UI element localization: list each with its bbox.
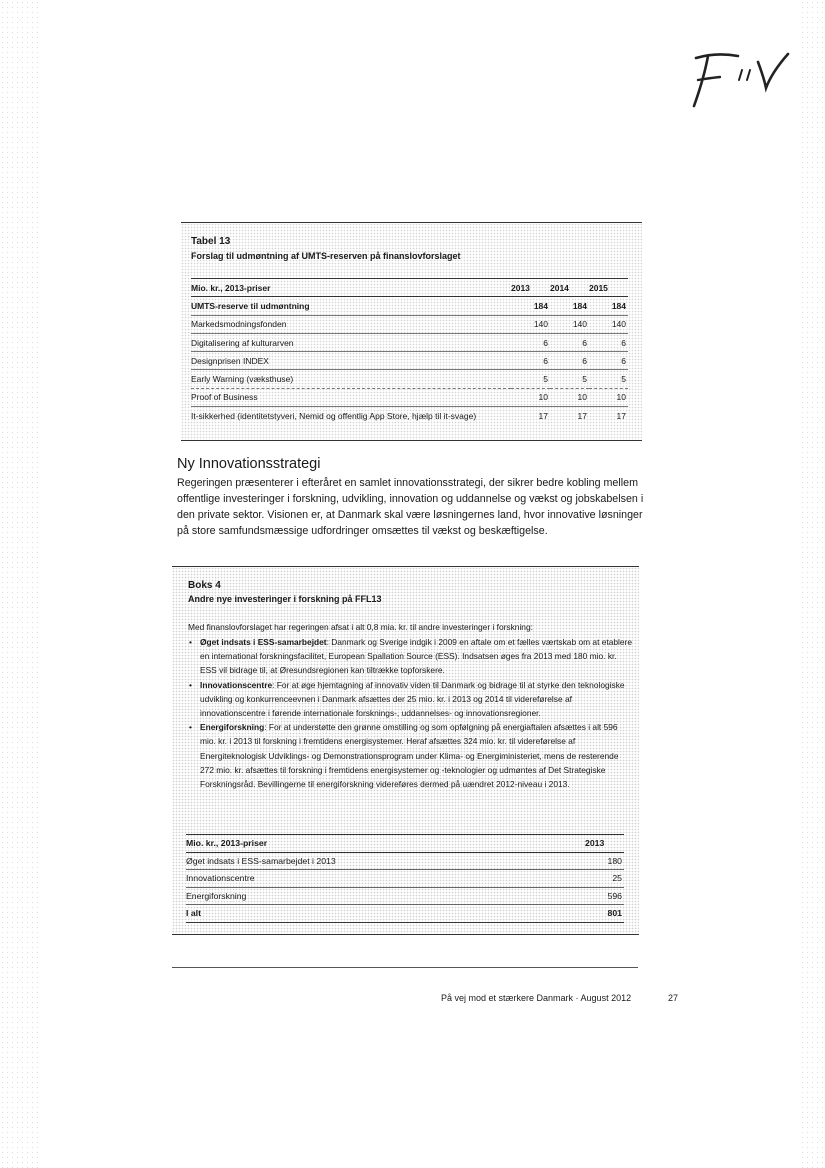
table-header-row xyxy=(191,279,628,297)
row-value: 180 xyxy=(607,855,622,866)
row-label: Øget indsats i ESS-samarbejdet i 2013 xyxy=(186,855,336,866)
row-label: UMTS-reserve til udmøntning xyxy=(191,300,310,311)
row-value: 6 xyxy=(621,355,626,366)
row-value: 184 xyxy=(611,300,626,311)
box-4-panel xyxy=(172,566,639,935)
box-table xyxy=(186,834,624,923)
row-label: Digitalisering af kulturarven xyxy=(191,337,294,348)
table-header-cell: 2013 xyxy=(585,838,605,849)
table-header-cell: 2015 xyxy=(589,282,608,293)
row-value: 140 xyxy=(611,319,626,330)
row-label: It-sikkerhed (identitetstyveri, Nemid og offentlig App Store, hjælp til it-svage) xyxy=(191,410,477,421)
row-value: 17 xyxy=(538,410,548,421)
bullet-icon: • xyxy=(189,637,192,647)
row-value: 6 xyxy=(582,337,587,348)
table-row xyxy=(191,297,628,315)
table-row xyxy=(191,407,628,425)
table-header-cell: 2014 xyxy=(550,282,569,293)
table-row xyxy=(191,315,628,333)
section-paragraph: Regeringen præsenterer i efteråret en samlet innovationsstrategi, der sikrer bedre kobling mellem offentlige investeringer i forskning, udvikling, innovation og uddannelse og vækst og jobskabelsen i den private sektor. Visionen er, at Danmark skal være løsningernes land, hvor innovative løsninger på store samfundsmæssige udfordringer omsættes til vækst og beskæftigelse. xyxy=(177,477,644,537)
section-heading: Ny Innovationsstrategi xyxy=(177,456,321,472)
row-value: 17 xyxy=(577,410,587,421)
footer-rule xyxy=(172,967,638,968)
row-label: Designprisen INDEX xyxy=(191,355,269,366)
box-title: Andre nye investeringer i forskning på FFL13 xyxy=(188,594,382,604)
list-item xyxy=(188,635,634,678)
row-value: 6 xyxy=(543,337,548,348)
table-title: Forslag til udmøntning af UMTS-reserven på finanslovforslaget xyxy=(191,251,461,261)
bullet-title: Innovationscentre xyxy=(200,679,273,690)
box-label: Boks 4 xyxy=(188,580,221,591)
bullet-title: Energiforskning xyxy=(200,722,265,733)
table-header-cell: Mio. kr., 2013-priser xyxy=(191,282,271,293)
list-item xyxy=(188,678,634,721)
bullet-title: Øget indsats i ESS-samarbejdet xyxy=(200,637,327,647)
row-value: 140 xyxy=(533,319,548,330)
row-value: 596 xyxy=(607,890,622,901)
row-value: 6 xyxy=(582,355,587,366)
table-row xyxy=(186,905,624,923)
row-value: 184 xyxy=(533,300,548,311)
table-header-row xyxy=(186,835,624,853)
table-row xyxy=(186,870,624,888)
row-label: I alt xyxy=(186,908,201,919)
box-intro: Med finanslovforslaget har regeringen afsat i alt 0,8 mia. kr. til andre investeringer i forskning: xyxy=(188,622,533,632)
bullet-icon: • xyxy=(189,722,192,733)
scan-noise-left xyxy=(0,0,40,1168)
table-row xyxy=(191,370,628,388)
row-label: Energiforskning xyxy=(186,890,247,901)
table-row xyxy=(186,852,624,870)
row-value: 10 xyxy=(538,392,548,403)
row-value: 6 xyxy=(621,337,626,348)
row-value: 184 xyxy=(572,300,587,311)
umts-table xyxy=(191,278,628,424)
table-13-panel xyxy=(181,222,642,441)
table-row xyxy=(191,333,628,351)
row-value: 10 xyxy=(577,392,587,403)
row-label: Proof of Business xyxy=(191,392,258,403)
list-item xyxy=(188,720,634,791)
bullet-icon: • xyxy=(189,679,192,690)
table-header-cell: Mio. kr., 2013-priser xyxy=(186,838,268,849)
row-value: 6 xyxy=(543,355,548,366)
row-value: 5 xyxy=(582,374,587,385)
handwritten-mark xyxy=(676,48,796,108)
row-value: 25 xyxy=(612,873,622,884)
row-value: 801 xyxy=(607,908,622,919)
row-value: 10 xyxy=(616,392,626,403)
table-label: Tabel 13 xyxy=(191,236,231,247)
row-value: 5 xyxy=(621,374,626,385)
row-value: 5 xyxy=(543,374,548,385)
table-row xyxy=(191,388,628,406)
bullet-text: : For at øge hjemtagning af innovativ viden til Danmark og bidrage til at styrke den teknologiske udvikling og konkurrenceevnen i Danmark afsættes der 25 mio. kr. i 2013 og 2014 til videreførelse af innovationscentre i førende internationale forsknings-, uddannelses- og innovationsregioner. xyxy=(200,679,625,719)
row-label: Early Warning (væksthuse) xyxy=(191,374,294,385)
row-label: Markedsmodningsfonden xyxy=(191,319,287,330)
box-bullet-list xyxy=(188,635,634,791)
table-row xyxy=(191,352,628,370)
table-header-cell: 2013 xyxy=(511,282,530,293)
row-value: 17 xyxy=(616,410,626,421)
row-value: 140 xyxy=(572,319,587,330)
scan-noise-right xyxy=(800,0,825,1168)
row-label: Innovationscentre xyxy=(186,873,255,884)
bullet-text: : For at understøtte den grønne omstilling og som opfølgning på energiaftalen afsættes i alt 596 mio. kr. i 2013 til forskning i fremtidens energisystemer. Heraf afsættes 324 mio. kr. til videreførelse af Energiteknologisk Udviklings- og Demonstrationsprogram under Klima- og Energiministeriet, mens de resterende 272 mio. kr. afsættes til forskning i fremtidens energisystemer og -teknologier og udmøntes af Det Strategiske Forskningsråd. Bevillingerne til energiforskning videreføres dermed på uændret 2012-niveau i 2013. xyxy=(200,722,619,790)
footer-text: På vej mod et stærkere Danmark · August 2012 xyxy=(441,993,632,1003)
table-row xyxy=(186,887,624,905)
page-number: 27 xyxy=(668,993,679,1003)
bullet-text: : Danmark og Sverige indgik i 2009 en aftale om et fælles værtskab om at etablere en international forskningsfacilitet, European Spallation Source (ESS). Indsatsen øges fra 2013 med 180 mio. kr. ESS vil bidrage til, at Øresundsregionen kan tiltrække topforskere. xyxy=(200,637,632,676)
